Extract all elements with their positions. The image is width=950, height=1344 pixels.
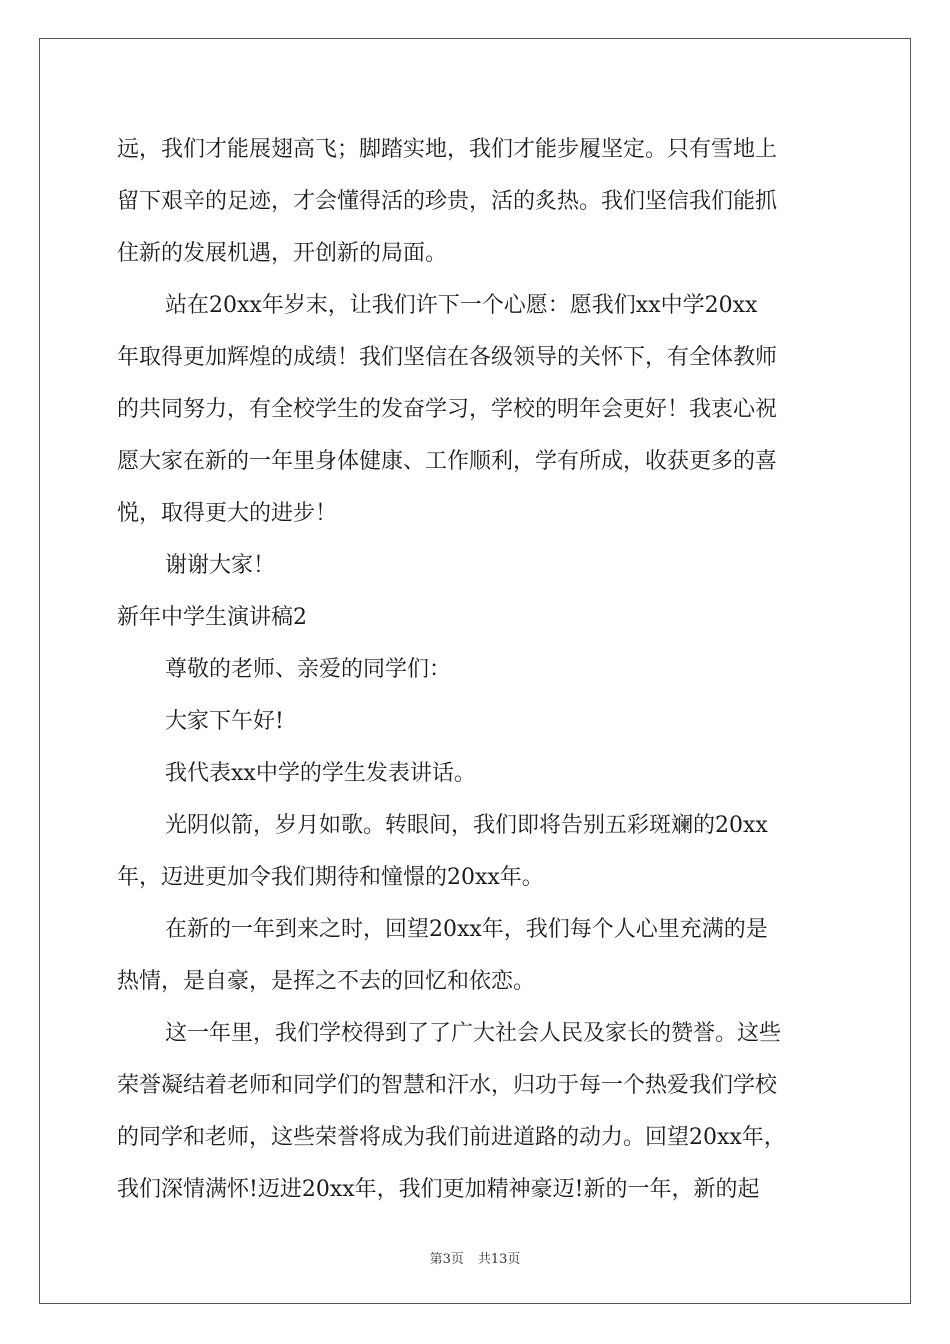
text-line: 热情，是自豪，是挥之不去的回忆和依恋。 (117, 969, 536, 994)
text-line: 愿大家在新的一年里身体健康、工作顺利，学有所成，收获更多的喜 (117, 449, 778, 474)
text-line: 尊敬的老师、亲爱的同学们： (165, 657, 452, 682)
text-line: 这一年里，我们学校得到了了广大社会人民及家长的赞誉。这些 (165, 1021, 782, 1046)
text-line: 荣誉凝结着老师和同学们的智慧和汗水，归功于每一个热爱我们学校 (117, 1073, 778, 1098)
text-line: 站在20xx年岁末，让我们许下一个心愿：愿我们xx中学20xx (165, 293, 758, 318)
text-line: 我代表xx中学的学生发表讲话。 (165, 761, 476, 786)
text-line: 大家下午好! (165, 709, 284, 734)
page-total: 共13页 (477, 1252, 521, 1267)
text-line: 在新的一年到来之时，回望20xx年，我们每个人心里充满的是 (165, 917, 768, 942)
text-line: 留下艰辛的足迹，才会懂得活的珍贵，活的炙热。我们坚信我们能抓 (117, 189, 778, 214)
text-line: 新年中学生演讲稿2 (117, 605, 307, 630)
text-line: 年取得更加辉煌的成绩！我们坚信在各级领导的关怀下，有全体教师 (117, 345, 778, 370)
text-line: 远，我们才能展翅高飞；脚踏实地，我们才能步履坚定。只有雪地上 (117, 137, 778, 162)
page-footer (0, 1248, 950, 1267)
text-line: 我们深情满怀!迈进20xx年，我们更加精神豪迈!新的一年，新的起 (117, 1177, 760, 1202)
text-line: 悦，取得更大的进步！ (117, 501, 338, 526)
text-line: 谢谢大家！ (165, 553, 276, 578)
document-body (117, 124, 837, 1216)
text-line: 的同学和老师，这些荣誉将成为我们前进道路的动力。回望20xx年， (117, 1125, 786, 1150)
text-line: 年，迈进更加令我们期待和憧憬的20xx年。 (117, 865, 544, 890)
text-line: 的共同努力，有全校学生的发奋学习，学校的明年会更好！我衷心祝 (117, 397, 778, 422)
text-line: 光阴似箭，岁月如歌。转眼间，我们即将告别五彩斑斓的20xx (165, 813, 768, 838)
text-line: 住新的发展机遇，开创新的局面。 (117, 241, 448, 266)
page-number: 第3页 (429, 1252, 464, 1267)
